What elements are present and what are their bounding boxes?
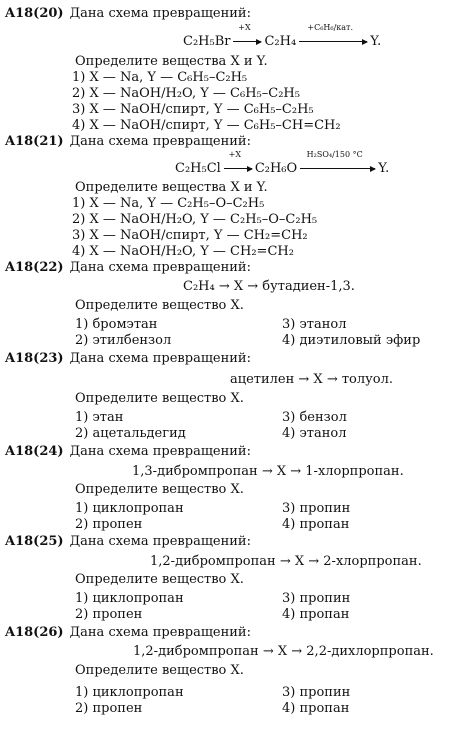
answer-option-2[interactable]: 2) пропен: [75, 607, 143, 622]
task-number: A18(23): [5, 351, 64, 366]
reaction-scheme: 1,2-дибромпропан → X → 2,2-дихлорпропан.: [133, 644, 434, 659]
reaction-scheme: ацетилен → X → толуол.: [230, 372, 393, 387]
start-substance: C₂H₅Cl: [175, 161, 221, 176]
task-intro: Дана схема превращений:: [69, 534, 251, 549]
answer-option-2[interactable]: 2) этилбензол: [75, 333, 172, 348]
answer-option-2[interactable]: 2) ацетальдегид: [75, 426, 186, 441]
task-header: [5, 534, 251, 549]
answer-option-4[interactable]: 4) диэтиловый эфир: [282, 333, 421, 348]
answer-option-1[interactable]: 1) X — Na, Y — C₂H₅–O–C₂H₅: [72, 196, 265, 211]
answer-option-1[interactable]: 1) циклопропан: [75, 501, 184, 516]
task-header: [5, 444, 251, 459]
reaction-scheme: 1,2-дибромпропан → X → 2-хлорпропан.: [150, 554, 422, 569]
end-substance: Y.: [370, 34, 382, 49]
reaction-arrow: [224, 150, 252, 169]
end-substance: Y.: [378, 161, 390, 176]
arrow-label: +C₆H₆/кат.: [307, 23, 354, 32]
task-number: A18(24): [5, 444, 64, 459]
answer-option-3[interactable]: 3) X — NaOH/спирт, Y — C₆H₅–C₂H₅: [72, 102, 314, 117]
task-intro: Дана схема превращений:: [69, 351, 251, 366]
start-substance: C₂H₅Br: [183, 34, 231, 49]
answer-option-2[interactable]: 2) пропен: [75, 701, 143, 716]
arrow-label: +X: [228, 150, 242, 159]
answer-option-1[interactable]: 1) этан: [75, 410, 124, 425]
task-number: A18(26): [5, 625, 64, 640]
answer-option-2[interactable]: 2) X — NaOH/H₂O, Y — C₆H₅–C₂H₅: [72, 86, 300, 101]
answer-option-3[interactable]: 3) пропин: [282, 501, 351, 516]
task-header: [5, 260, 251, 275]
answer-option-1[interactable]: 1) X — Na, Y — C₆H₅–C₂H₅: [72, 70, 248, 85]
reaction-arrow: [233, 23, 261, 42]
task-question: Определите вещество X.: [75, 663, 244, 678]
reaction-scheme: [183, 23, 382, 49]
task-number: A18(22): [5, 260, 64, 275]
answer-option-1[interactable]: 1) бромэтан: [75, 317, 158, 332]
answer-option-3[interactable]: 3) бензол: [282, 410, 347, 425]
answer-option-3[interactable]: 3) этанол: [282, 317, 347, 332]
task-question: Определите вещество X.: [75, 482, 244, 497]
reaction-scheme: [175, 150, 390, 176]
task-question: Определите вещество X.: [75, 572, 244, 587]
task-question: Определите вещество X.: [75, 298, 244, 313]
task-intro: Дана схема превращений:: [69, 625, 251, 640]
reaction-scheme: 1,3-дибромпропан → X → 1-хлорпропан.: [132, 464, 404, 479]
answer-option-1[interactable]: 1) циклопропан: [75, 685, 184, 700]
reaction-arrow: [299, 23, 367, 42]
task-header: [5, 6, 251, 21]
answer-option-4[interactable]: 4) пропан: [282, 517, 350, 532]
task-intro: Дана схема превращений:: [69, 134, 251, 149]
answer-option-4[interactable]: 4) X — NaOH/спирт, Y — C₆H₅–CH=CH₂: [72, 118, 341, 133]
task-number: A18(20): [5, 6, 64, 21]
answer-option-3[interactable]: 3) пропин: [282, 591, 351, 606]
task-intro: Дана схема превращений:: [69, 444, 251, 459]
answer-option-3[interactable]: 3) X — NaOH/спирт, Y — CH₂=CH₂: [72, 228, 308, 243]
task-header: [5, 625, 251, 640]
answer-option-2[interactable]: 2) X — NaOH/H₂O, Y — C₂H₅–O–C₂H₅: [72, 212, 318, 227]
answer-option-4[interactable]: 4) этанол: [282, 426, 347, 441]
task-number: A18(21): [5, 134, 64, 149]
arrow-label: +X: [238, 23, 251, 32]
answer-option-2[interactable]: 2) пропен: [75, 517, 143, 532]
task-number: A18(25): [5, 534, 64, 549]
answer-option-4[interactable]: 4) пропан: [282, 701, 350, 716]
reaction-scheme: C₂H₄ → X → бутадиен-1,3.: [183, 279, 355, 294]
intermediate-substance: C₂H₆O: [254, 161, 298, 176]
answer-option-1[interactable]: 1) циклопропан: [75, 591, 184, 606]
task-question: Определите вещество X.: [75, 391, 244, 406]
arrow-label: H₂SO₄/150 °C: [306, 150, 363, 159]
task-question: Определите вещества X и Y.: [75, 54, 268, 69]
answer-option-4[interactable]: 4) пропан: [282, 607, 350, 622]
task-header: [5, 351, 251, 366]
answer-option-3[interactable]: 3) пропин: [282, 685, 351, 700]
task-intro: Дана схема превращений:: [69, 260, 251, 275]
task-intro: Дана схема превращений:: [69, 6, 251, 21]
task-question: Определите вещества X и Y.: [75, 180, 268, 195]
answer-option-4[interactable]: 4) X — NaOH/H₂O, Y — CH₂=CH₂: [72, 244, 294, 259]
intermediate-substance: C₂H₄: [264, 34, 297, 49]
reaction-arrow: [300, 150, 375, 169]
task-header: [5, 134, 251, 149]
